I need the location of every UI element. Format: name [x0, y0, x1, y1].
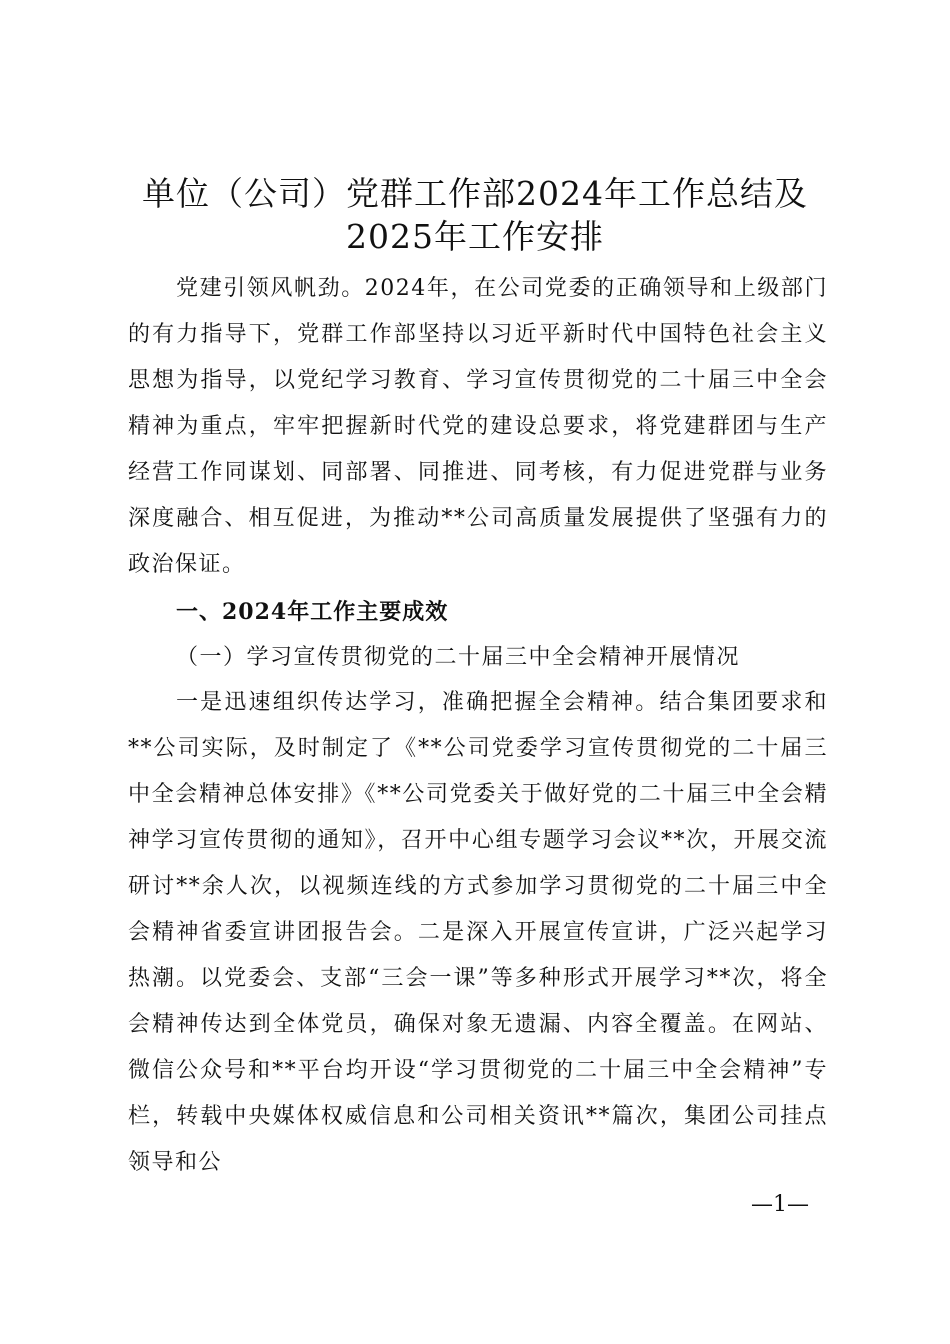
section-heading: 一、2024年工作主要成效 — [176, 599, 449, 625]
subsection-paragraph: 一是迅速组织传达学习，准确把握全会精神。结合集团要求和**公司实际，及时制定了《**公司党委学习宣传贯彻党的二十届三中全会精神总体安排》《**公司党委关于做好党的二十届三中全会精神学习宣传贯彻的通知》，召开中心组专题学习会议**次，开展交流研讨**余人次，以视频连线的方式参加学习贯彻党的二十届三中全会精神省委宣讲团报告会。二是深入开展宣传宣讲，广泛兴起学习热潮。以党委会、支部“三会一课”等多种形式开展学习**次，将全会精神传达到全体党员，确保对象无遗漏、内容全覆盖。在网站、微信公众号和**平台均开设“学习贯彻党的二十届三中全会精神”专栏，转载中央媒体权威信息和公司相关资讯**篇次，集团公司挂点领导和公 — [128, 690, 828, 1175]
document-title-line1: 单位（公司）党群工作部2024年工作总结及 — [142, 174, 808, 213]
document-title-line2: 2025年工作安排 — [346, 217, 604, 256]
page-number: —1— — [751, 1192, 809, 1217]
subsection-heading: （一）学习宣传贯彻党的二十届三中全会精神开展情况 — [176, 645, 741, 670]
intro-paragraph: 党建引领风帆劲。2024年，在公司党委的正确领导和上级部门的有力指导下，党群工作部坚持以习近平新时代中国特色社会主义思想为指导，以党纪学习教育、学习宣传贯彻党的二十届三中全会精神为重点，牢牢把握新时代党的建设总要求，将党建群团与生产经营工作同谋划、同部署、同推进、同考核，有力促进党群与业务深度融合、相互促进，为推动**公司高质量发展提供了坚强有力的政治保证。 — [128, 276, 828, 577]
